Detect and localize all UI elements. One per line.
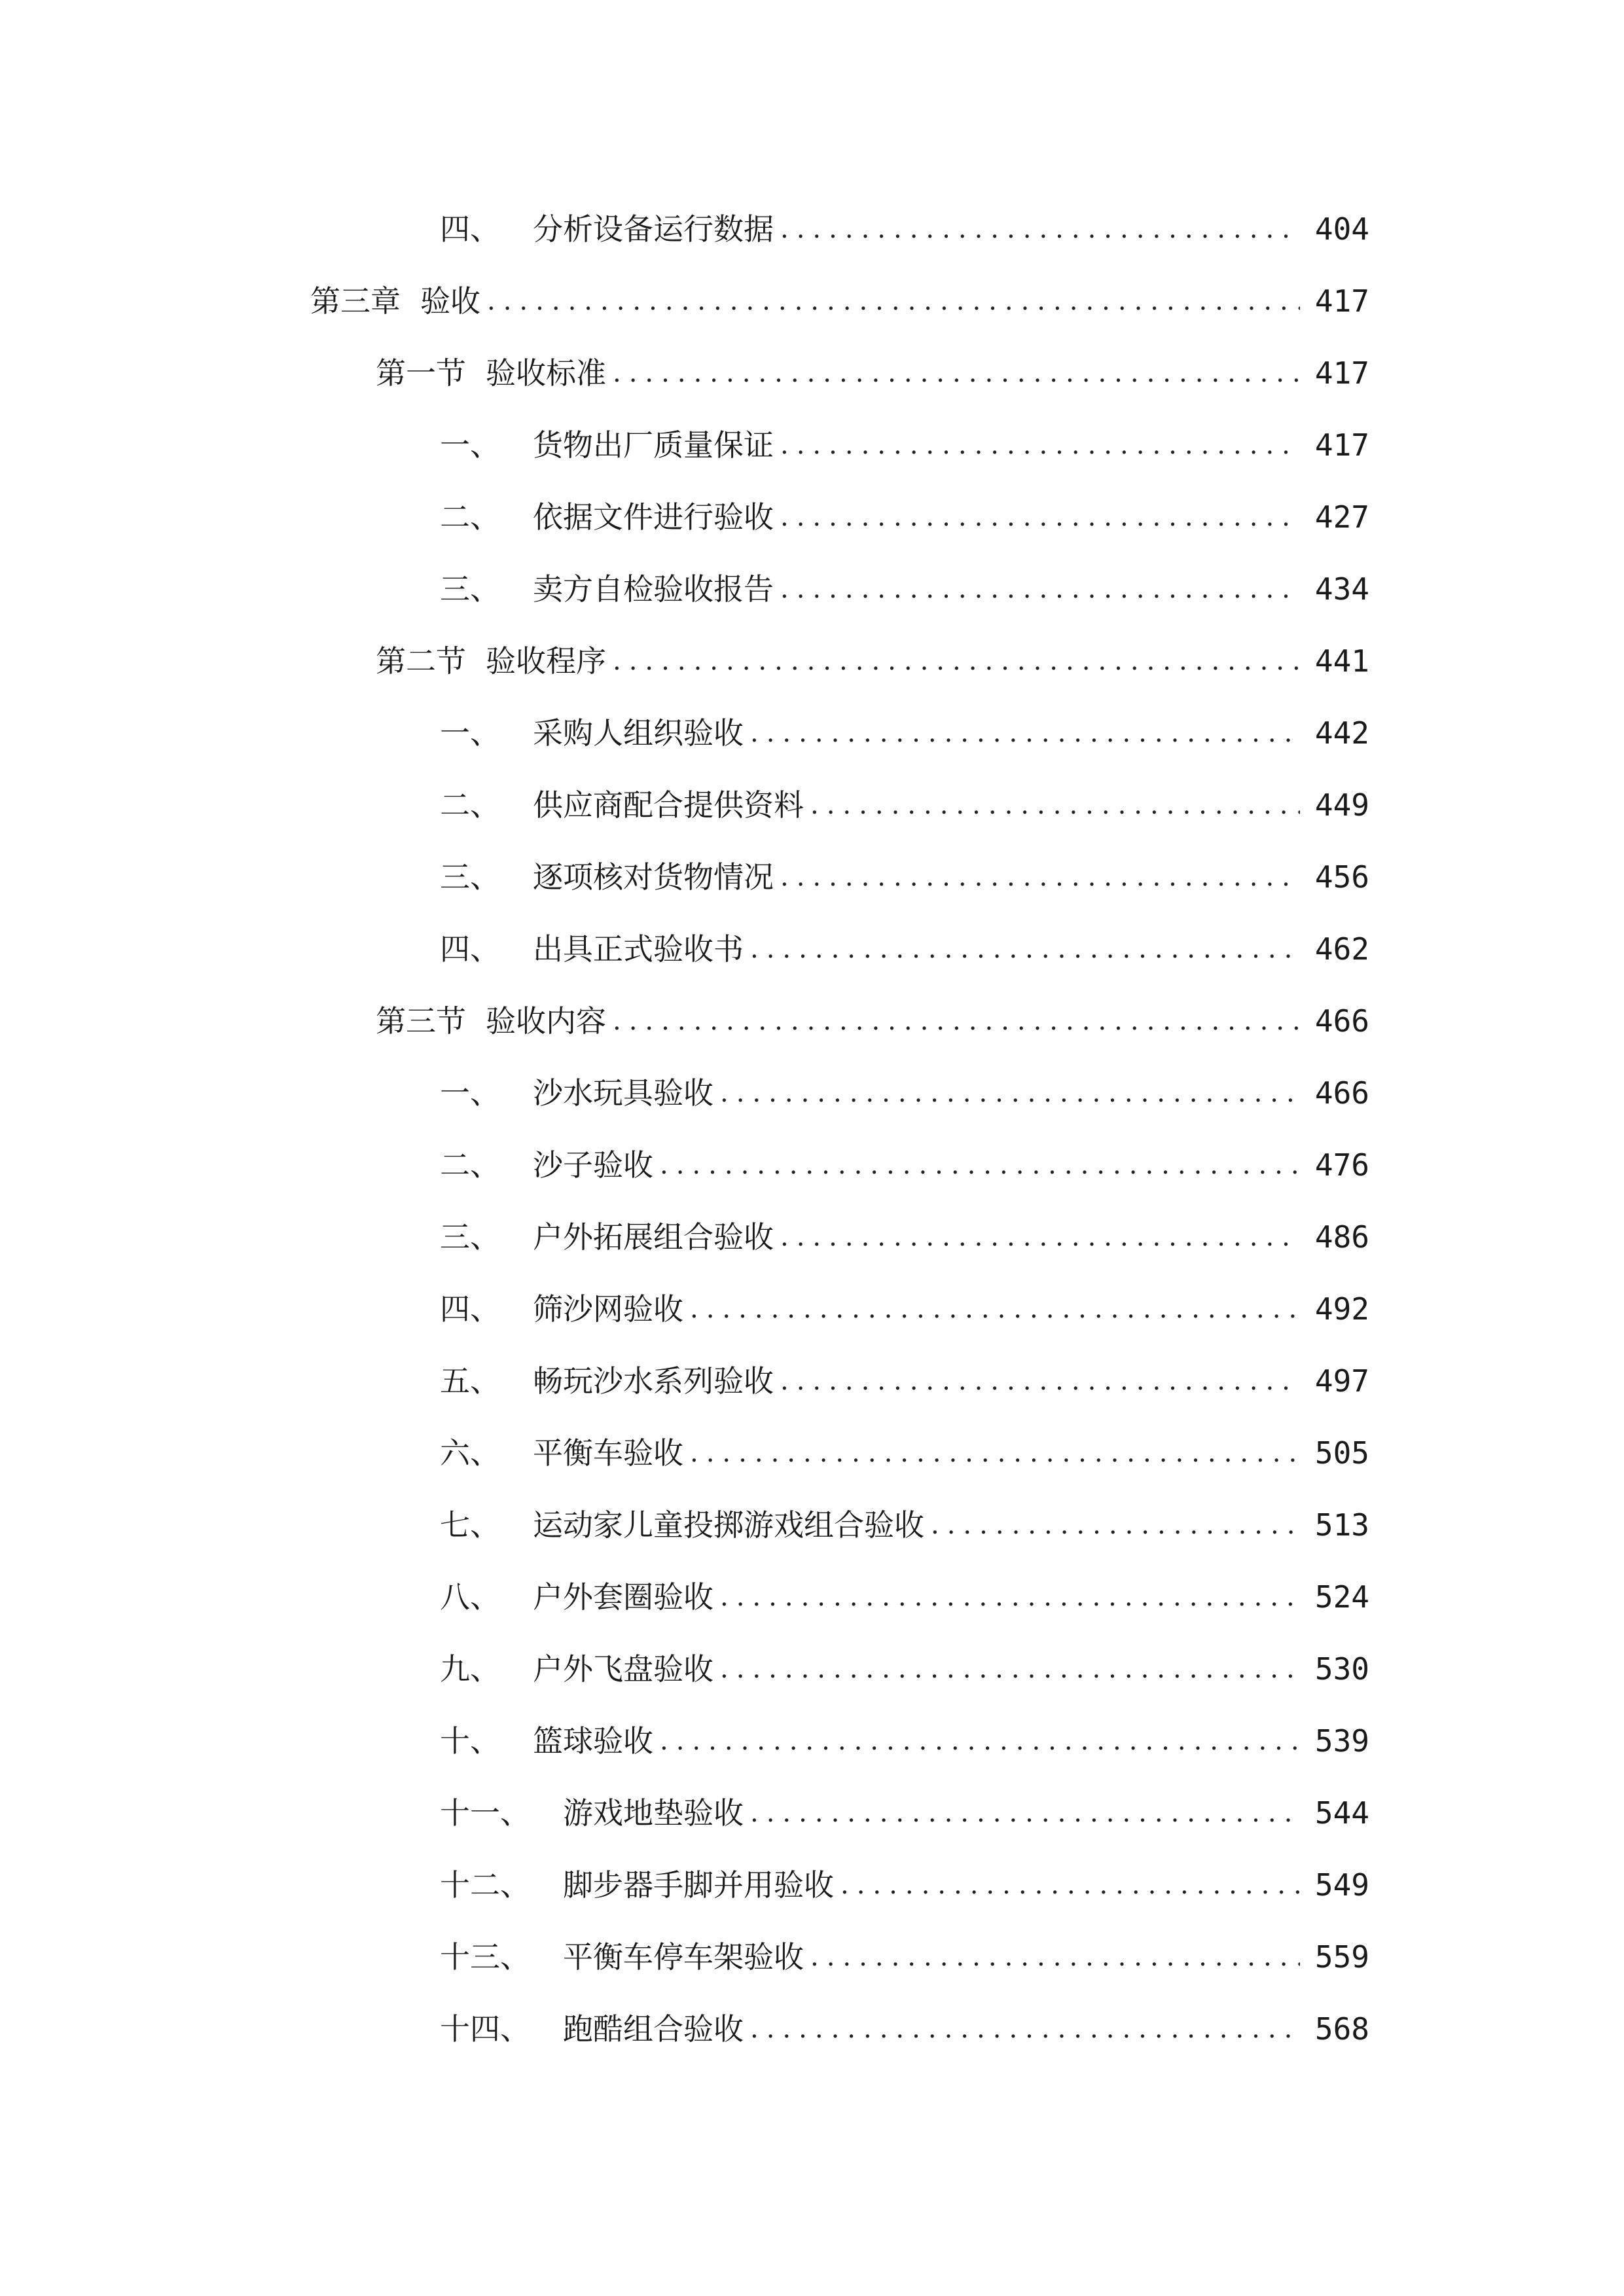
toc-entry[interactable]: [440, 203, 1369, 255]
toc-entry-page: 549: [1314, 1867, 1369, 1903]
toc-entry-page: 544: [1314, 1795, 1369, 1831]
toc-leader-dots: [780, 491, 1300, 543]
toc-entry-page: 417: [1314, 427, 1369, 463]
toc-leader-dots: [720, 1643, 1300, 1695]
toc-entry-page: 530: [1314, 1651, 1369, 1687]
toc-leader-dots: [810, 1931, 1300, 1983]
toc-entry[interactable]: [440, 1859, 1369, 1911]
toc-entry-number: 七、: [440, 1507, 500, 1543]
toc-entry-page: 568: [1314, 2011, 1369, 2047]
toc-entry-number: 二、: [440, 787, 500, 823]
toc-entry-title: 户外套圈验收: [533, 1579, 713, 1615]
toc-entry-title: 逐项核对货物情况: [533, 859, 774, 895]
toc-entry[interactable]: [440, 1427, 1369, 1479]
toc-entry-number: 第三章: [310, 283, 401, 319]
toc-entry-title: 平衡车停车架验收: [563, 1939, 804, 1975]
toc-entry-page: 476: [1314, 1147, 1369, 1183]
toc-entry-page: 486: [1314, 1219, 1369, 1255]
toc-entry[interactable]: [440, 779, 1369, 831]
toc-entry[interactable]: [440, 1283, 1369, 1335]
toc-entry-number: 八、: [440, 1579, 500, 1615]
toc-entry-title: 游戏地垫验收: [563, 1795, 744, 1831]
toc-leader-dots: [613, 995, 1300, 1047]
toc-entry-number: 十四、: [440, 2011, 530, 2047]
toc-entry-number: 三、: [440, 859, 500, 895]
toc-entry-title: 平衡车验收: [533, 1435, 683, 1471]
toc-entry[interactable]: [440, 1643, 1369, 1695]
toc-entry-number: 二、: [440, 1147, 500, 1183]
toc-entry-title: 沙子验收: [533, 1147, 653, 1183]
toc-section-entry[interactable]: [376, 347, 1369, 399]
toc-entry-page: 466: [1314, 1075, 1369, 1111]
toc-entry-title: 篮球验收: [533, 1723, 653, 1759]
toc-entry-title: 户外飞盘验收: [533, 1651, 713, 1687]
toc-leader-dots: [780, 851, 1300, 903]
toc-entry-title: 采购人组织验收: [533, 715, 744, 751]
toc-entry-number: 十二、: [440, 1867, 530, 1903]
toc-entry-title: 畅玩沙水系列验收: [533, 1363, 774, 1399]
toc-leader-dots: [931, 1499, 1300, 1551]
toc-leader-dots: [720, 1067, 1300, 1119]
toc-entry-page: 427: [1314, 499, 1369, 535]
toc-entry-page: 456: [1314, 859, 1369, 895]
toc-entry-number: 二、: [440, 499, 500, 535]
toc-entry-number: 六、: [440, 1435, 500, 1471]
toc-entry[interactable]: [440, 1355, 1369, 1407]
toc-leader-dots: [720, 1571, 1300, 1623]
toc-entry-title: 跑酷组合验收: [563, 2011, 744, 2047]
toc-leader-dots: [780, 1355, 1300, 1407]
toc-entry-title: 货物出厂质量保证: [533, 427, 774, 463]
toc-entry-title: 运动家儿童投掷游戏组合验收: [533, 1507, 924, 1543]
toc-entry-page: 417: [1314, 355, 1369, 391]
toc-entry[interactable]: [440, 491, 1369, 543]
toc-entry[interactable]: [440, 1571, 1369, 1623]
toc-leader-dots: [780, 563, 1300, 615]
toc-entry[interactable]: [440, 923, 1369, 975]
toc-leader-dots: [750, 923, 1300, 975]
toc-entry-page: 466: [1314, 1003, 1369, 1039]
toc-chapter-entry[interactable]: [310, 275, 1369, 327]
toc-section-entry[interactable]: [376, 995, 1369, 1047]
toc-entry-number: 一、: [440, 715, 500, 751]
toc-entry-page: 492: [1314, 1291, 1369, 1327]
toc-entry-number: 三、: [440, 571, 500, 607]
toc-entry[interactable]: [440, 419, 1369, 471]
toc-leader-dots: [780, 203, 1300, 255]
toc-entry-page: 505: [1314, 1435, 1369, 1471]
toc-entry-title: 验收标准: [486, 355, 606, 391]
toc-entry[interactable]: [440, 707, 1369, 759]
toc-entry-number: 十、: [440, 1723, 500, 1759]
toc-leader-dots: [660, 1139, 1300, 1191]
toc-entry-title: 验收: [420, 283, 480, 319]
toc-entry-page: 434: [1314, 571, 1369, 607]
toc-entry[interactable]: [440, 563, 1369, 615]
toc-entry-title: 卖方自检验收报告: [533, 571, 774, 607]
toc-entry-number: 第三节: [376, 1003, 466, 1039]
toc-entry[interactable]: [440, 1715, 1369, 1767]
toc-entry-page: 497: [1314, 1363, 1369, 1399]
toc-entry-title: 户外拓展组合验收: [533, 1219, 774, 1255]
toc-entry[interactable]: [440, 851, 1369, 903]
toc-entry-number: 五、: [440, 1363, 500, 1399]
toc-entry-page: 449: [1314, 787, 1369, 823]
toc-entry-page: 513: [1314, 1507, 1369, 1543]
toc-entry-page: 404: [1314, 211, 1369, 247]
toc-leader-dots: [750, 1787, 1300, 1839]
toc-entry-title: 出具正式验收书: [533, 931, 744, 967]
toc-entry-page: 417: [1314, 283, 1369, 319]
toc-entry-number: 十一、: [440, 1795, 530, 1831]
toc-entry-page: 559: [1314, 1939, 1369, 1975]
toc-entry[interactable]: [440, 1499, 1369, 1551]
toc-entry-title: 验收内容: [486, 1003, 606, 1039]
toc-leader-dots: [780, 1211, 1300, 1263]
toc-entry-title: 沙水玩具验收: [533, 1075, 713, 1111]
toc-entry-number: 第二节: [376, 643, 466, 679]
toc-entry-page: 524: [1314, 1579, 1369, 1615]
toc-entry-page: 539: [1314, 1723, 1369, 1759]
toc-entry-page: 442: [1314, 715, 1369, 751]
toc-entry-number: 三、: [440, 1219, 500, 1255]
toc-entry-page: 462: [1314, 931, 1369, 967]
toc-entry[interactable]: [440, 1931, 1369, 1983]
toc-entry[interactable]: [440, 1787, 1369, 1839]
toc-leader-dots: [613, 347, 1300, 399]
toc-entry-number: 一、: [440, 1075, 500, 1111]
toc-entry-title: 筛沙网验收: [533, 1291, 683, 1327]
toc-entry-title: 脚步器手脚并用验收: [563, 1867, 834, 1903]
toc-entry-number: 第一节: [376, 355, 466, 391]
toc-entry-number: 一、: [440, 427, 500, 463]
toc-entry-title: 分析设备运行数据: [533, 211, 774, 247]
toc-entry-number: 九、: [440, 1651, 500, 1687]
toc-entry[interactable]: [440, 1067, 1369, 1119]
toc-entry[interactable]: [440, 2003, 1369, 2055]
toc-section-entry[interactable]: [376, 635, 1369, 687]
toc-entry-number: 十三、: [440, 1939, 530, 1975]
toc-leader-dots: [840, 1859, 1300, 1911]
toc-leader-dots: [690, 1427, 1300, 1479]
toc-leader-dots: [750, 707, 1300, 759]
toc-entry[interactable]: [440, 1211, 1369, 1263]
toc-entry-number: 四、: [440, 211, 500, 247]
toc-leader-dots: [660, 1715, 1300, 1767]
toc-leader-dots: [487, 275, 1300, 327]
toc-entry[interactable]: [440, 1139, 1369, 1191]
toc-entry-title: 供应商配合提供资料: [533, 787, 804, 823]
toc-entry-page: 441: [1314, 643, 1369, 679]
toc-leader-dots: [750, 2003, 1300, 2055]
toc-leader-dots: [810, 779, 1300, 831]
toc-leader-dots: [613, 635, 1300, 687]
toc-leader-dots: [690, 1283, 1300, 1335]
toc-entry-title: 依据文件进行验收: [533, 499, 774, 535]
toc-entry-number: 四、: [440, 1291, 500, 1327]
toc-leader-dots: [780, 419, 1300, 471]
toc-entry-title: 验收程序: [486, 643, 606, 679]
toc-entry-number: 四、: [440, 931, 500, 967]
